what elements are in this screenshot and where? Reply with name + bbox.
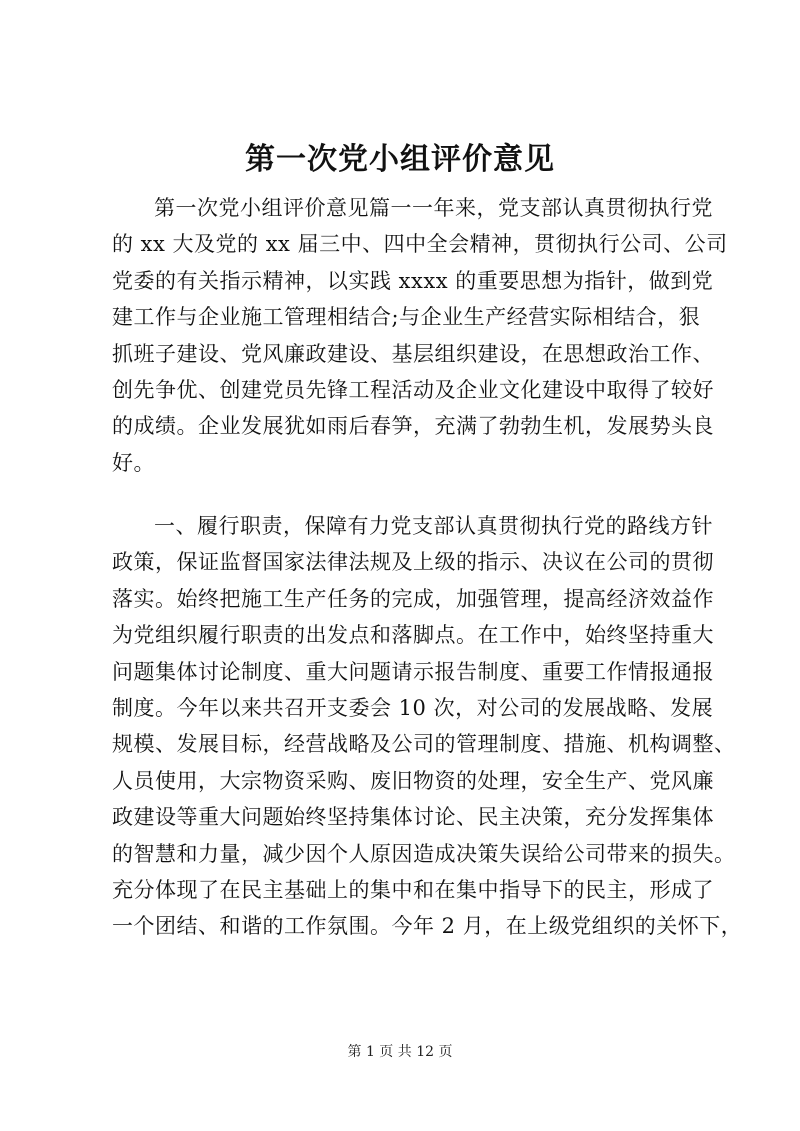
text-line: 的 xx 大及党的 xx 届三中、四中全会精神，贯彻执行公司、公司 [112, 232, 728, 257]
text-line: 为党组织履行职责的出发点和落脚点。在工作中，始终坚持重大 [112, 623, 714, 648]
text-line: 的智慧和力量，减少因个人原因造成决策失误给公司带来的损失。 [112, 841, 736, 866]
text-line: 落实。始终把施工生产任务的完成，加强管理，提高经济效益作 [112, 586, 714, 611]
page-footer: 第 1 页 共 12 页 [347, 1044, 453, 1060]
document-title: 第一次党小组评价意见 [245, 142, 555, 177]
text-line: 问题集体讨论制度、重大问题请示报告制度、重要工作情报通报 [112, 659, 714, 684]
text-line: 一个团结、和谐的工作氛围。今年 2 月，在上级党组织的关怀下， [112, 914, 743, 939]
paragraph-2 [112, 508, 743, 945]
text-line: 抓班子建设、党风廉政建设、基层组织建设，在思想政治工作、 [112, 341, 714, 366]
text-line: 规模、发展目标，经营战略及公司的管理制度、措施、机构调整、 [112, 732, 736, 757]
text-line: 党委的有关指示精神，以实践 xxxx 的重要思想为指针，做到党 [112, 268, 714, 293]
text-line: 第一次党小组评价意见篇一一年来，党支部认真贯彻执行党 [154, 196, 713, 220]
paragraph-1 [112, 190, 728, 481]
text-line: 政策，保证监督国家法律法规及上级的指示、决议在公司的贯彻 [112, 550, 714, 575]
text-line: 政建设等重大问题始终坚持集体讨论、民主决策，充分发挥集体 [112, 805, 714, 830]
text-line: 一、履行职责，保障有力党支部认真贯彻执行党的路线方针 [154, 514, 713, 538]
text-line: 的成绩。企业发展犹如雨后春笋，充满了勃勃生机，发展势头良 [112, 414, 714, 439]
text-line: 建工作与企业施工管理相结合;与企业生产经营实际相结合，狠 [112, 305, 701, 330]
text-line: 创先争优、创建党员先锋工程活动及企业文化建设中取得了较好 [112, 378, 714, 403]
text-line: 充分体现了在民主基础上的集中和在集中指导下的民主，形成了 [112, 878, 714, 903]
document-body-2 [112, 508, 743, 945]
text-line: 好。 [112, 450, 155, 475]
document-body [112, 190, 728, 481]
text-line: 人员使用，大宗物资采购、废旧物资的处理，安全生产、党风廉 [112, 768, 714, 793]
text-line: 制度。今年以来共召开支委会 10 次，对公司的发展战略、发展 [112, 696, 714, 721]
